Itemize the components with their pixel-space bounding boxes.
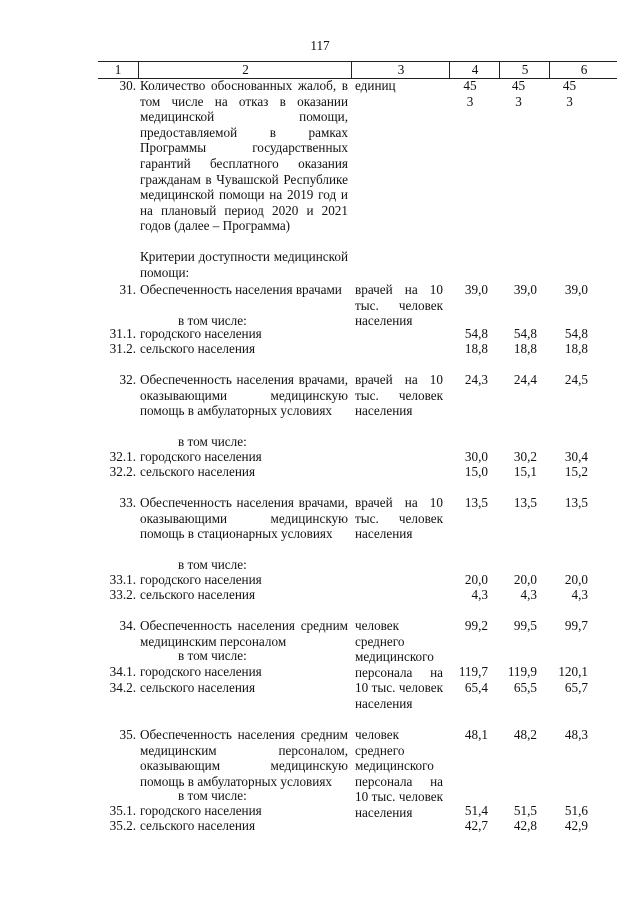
value-2019: 20,0 [464,572,488,587]
indicator-text: Обеспеченность населения средним медицинским персоналом [140,618,348,649]
row-number: 31. [119,282,136,297]
unit-text: врачей на 10 тыс. человек населения [355,495,443,542]
row-number: 33.2. [109,587,136,602]
value-2021: 13,5 [564,495,588,510]
value-2019: 51,4 [464,803,488,818]
value-2019: 99,2 [464,618,488,633]
value-2021: 15,2 [564,464,588,479]
value-2019: 24,3 [464,372,488,387]
value-2020: 45 3 [511,78,526,109]
value-2020: 24,4 [513,372,537,387]
value-2019: 65,4 [464,680,488,695]
row-number: 34.1. [109,664,136,679]
value-2021: 120,1 [558,664,588,679]
indicator-text: Обеспеченность населения средним медицинским персоналом, оказывающим медицинскую помощь в амбулаторных условиях [140,727,348,789]
unit-text: единиц [355,78,396,93]
value-2020: 4,3 [520,587,537,602]
value-2019: 13,5 [464,495,488,510]
column-header-3: 3 [351,62,450,78]
column-header-2: 2 [138,62,352,78]
value-2021: 45 3 [562,78,577,109]
indicator-text: Обеспеченность населения врачами, оказывающими медицинскую помощь в амбулаторных условиях [140,372,348,419]
row-number: 32.2. [109,464,136,479]
subheading: в том числе: [178,557,247,572]
value-2019: 54,8 [464,326,488,341]
value-2021: 48,3 [564,727,588,742]
unit-text: врачей на 10 тыс. человек населения [355,372,443,419]
indicator-text: сельского населения [140,587,256,602]
value-2019: 39,0 [464,282,488,297]
unit-text: человек среднего медицинского персонала на 10 тыс. человек населения [355,727,443,820]
value-2020: 65,5 [513,680,537,695]
indicator-text: Обеспеченность населения врачами, оказывающими медицинскую помощь в стационарных условиях [140,495,348,542]
indicator-text: городского населения [140,326,262,341]
value-2019: 42,7 [464,818,488,833]
value-2020: 54,8 [513,326,537,341]
value-2019: 4,3 [471,587,488,602]
row-number: 32.1. [109,449,136,464]
value-2021: 39,0 [564,282,588,297]
row-number: 32. [119,372,136,387]
value-2021: 18,8 [564,341,588,356]
unit-text: врачей на 10 тыс. человек населения [355,282,443,329]
indicator-text: городского населения [140,449,262,464]
row-number: 34.2. [109,680,136,695]
value-2021: 20,0 [564,572,588,587]
column-header-6: 6 [549,62,618,78]
value-2021: 65,7 [564,680,588,695]
row-number: 33.1. [109,572,136,587]
column-header-4: 4 [449,62,500,78]
value-2020: 51,5 [513,803,537,818]
row-number: 31.1. [109,326,136,341]
column-header-1: 1 [114,62,122,77]
row-number: 33. [119,495,136,510]
value-2021: 4,3 [571,587,588,602]
value-2020: 15,1 [513,464,537,479]
subheading: в том числе: [178,788,247,803]
row-number: 35.1. [109,803,136,818]
indicator-text: сельского населения [140,680,256,695]
value-2019: 45 3 [463,78,477,109]
value-2020: 20,0 [513,572,537,587]
row-number: 35. [119,727,136,742]
indicator-text: сельского населения [140,818,256,833]
value-2020: 42,8 [513,818,537,833]
value-2021: 24,5 [564,372,588,387]
value-2020: 13,5 [513,495,537,510]
indicator-text: городского населения [140,572,262,587]
value-2020: 30,2 [513,449,537,464]
column-header-row [98,61,617,79]
subheading: в том числе: [178,648,247,663]
value-2021: 42,9 [564,818,588,833]
value-2020: 18,8 [513,341,537,356]
value-2021: 99,7 [564,618,588,633]
column-header-5: 5 [499,62,550,78]
value-2021: 30,4 [564,449,588,464]
value-2020: 99,5 [513,618,537,633]
subheading: в том числе: [178,313,247,328]
value-2020: 48,2 [513,727,537,742]
row-number: 31.2. [109,341,136,356]
value-2020: 39,0 [513,282,537,297]
row-number: 35.2. [109,818,136,833]
indicator-text: Обеспеченность населения врачами [140,282,342,297]
section-heading: Критерии доступности медицинской помощи: [140,249,348,280]
value-2020: 119,9 [507,664,537,679]
value-2021: 51,6 [564,803,588,818]
subheading: в том числе: [178,434,247,449]
value-2019: 119,7 [458,664,488,679]
indicator-text: сельского населения [140,464,256,479]
indicator-text: сельского населения [140,341,256,356]
row-number: 34. [119,618,136,633]
unit-text: человек среднего медицинского персонала на 10 тыс. человек населения [355,618,443,711]
indicator-text: Количество обоснованных жалоб, в том числе на отказ в оказании медицинской помощи, предоставляемой в рамках Программы государственных гарантий бесплатного оказания гражданам в Чувашской Республике медицинской помощи на 2019 год и на плановый период 2020 и 2021 годов (далее – Программа) [140,78,348,234]
value-2019: 18,8 [464,341,488,356]
row-number: 30. [119,78,136,93]
page-number: 117 [310,38,330,53]
indicator-text: городского населения [140,803,262,818]
value-2019: 15,0 [464,464,488,479]
value-2019: 30,0 [464,449,488,464]
value-2021: 54,8 [564,326,588,341]
value-2019: 48,1 [464,727,488,742]
indicator-text: городского населения [140,664,262,679]
